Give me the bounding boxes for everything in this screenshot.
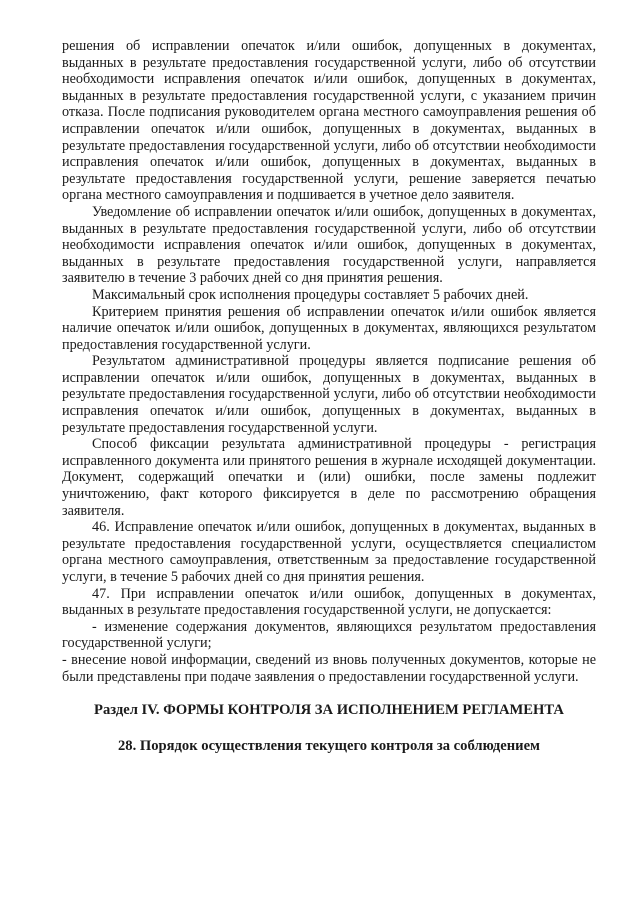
list-item-new-information: - внесение новой информации, сведений из вновь полученных документов, которые не были представлены при подаче заявления о предоставлении государственной услуги. (62, 651, 596, 685)
paragraph-item-47: 47. При исправлении опечаток и/или ошибок, допущенных в документах, выданных в результате предоставления государственной услуги, не допускается: (62, 585, 596, 619)
paragraph-decision-criterion: Критерием принятия решения об исправлении опечаток и/или ошибок является наличие опечаток и/или ошибок, допущенных в документах, являющихся результатом предоставления государственной услуги. (62, 303, 596, 353)
paragraph-decision-continuation: решения об исправлении опечаток и/или ошибок, допущенных в документах, выданных в результате предоставления государственной услуги, либо об отсутствии необходимости исправления опечаток и/или ошибок, допущенных в документах, выданных в результате предоставления государственной услуги, с указанием причин отказа. После подписания руководителем органа местного самоуправления решения об исправлении опечаток и/или ошибок, допущенных в документах, выданных в результате предоставления государственной услуги, либо об отсутствии необходимости исправления опечаток и/или ошибок, допущенных в документах, выданных в результате предоставления государственной услуги, решение заверяется печатью органа местного самоуправления и подшивается в учетное дело заявителя. (62, 38, 596, 204)
paragraph-procedure-result: Результатом административной процедуры является подписание решения об исправлении опечаток и/или ошибок, допущенных в документах, выданных в результате предоставления государственной услуги, либо об отсутствии необходимости исправления опечаток и/или ошибок, допущенных в документах, выданных в результате предоставления государственной услуги. (62, 353, 596, 436)
subsection-heading: 28. Порядок осуществления текущего контроля за соблюдением (118, 738, 540, 755)
document-page (62, 38, 596, 755)
list-item-content-change: - изменение содержания документов, являющихся результатом предоставления государственной услуги; (62, 618, 596, 652)
paragraph-notification: Уведомление об исправлении опечаток и/или ошибок, допущенных в документах, выданных в результате предоставления государственной услуги, либо об отсутствии необходимости исправления опечаток и/или ошибок, допущенных в документах, выданных в результате предоставления государственной услуги, направляется заявителю в течение 3 рабочих дней со дня принятия решения. (62, 203, 596, 287)
paragraph-max-duration: Максимальный срок исполнения процедуры составляет 5 рабочих дней. (92, 286, 529, 303)
paragraph-item-46: 46. Исправление опечаток и/или ошибок, допущенных в документах, выданных в результате предоставления государственной услуги, осуществляется специалистом органа местного самоуправления, ответственным за предоставление государственной услуги, в течение 5 рабочих дней со дня принятия решения. (62, 519, 596, 585)
section-heading: Раздел IV. ФОРМЫ КОНТРОЛЯ ЗА ИСПОЛНЕНИЕМ РЕГЛАМЕНТА (94, 702, 564, 719)
paragraph-fixation-method: Способ фиксации результата административной процедуры - регистрация исправленного документа или принятого решения в журнале исходящей документации. Документ, содержащий опечатки и (или) ошибки, после замены подлежит уничтожению, факт которого фиксируется в деле по рассмотрению обращения заявителя. (62, 436, 596, 519)
